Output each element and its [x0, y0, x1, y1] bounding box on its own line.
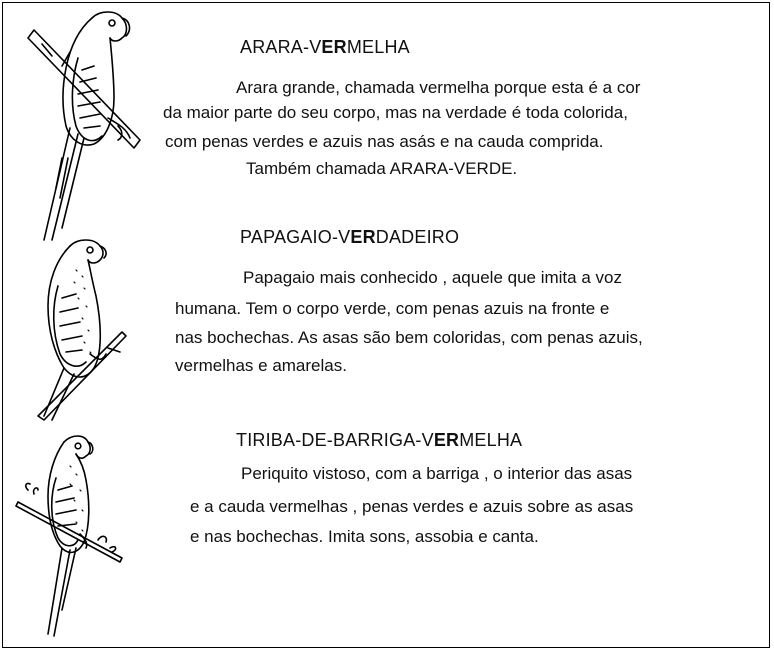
entry-text-line: da maior parte do seu corpo, mas na verdade é toda colorida,	[163, 103, 628, 122]
entry-text-line: e nas bochechas. Imita sons, assobia e canta.	[190, 527, 539, 546]
entry-text-line: vermelhas e amarelas.	[175, 356, 347, 375]
entry-text-line: Também chamada ARARA-VERDE.	[246, 159, 518, 178]
entry-title-tiriba: TIRIBA-DE-BARRIGA-VERMELHA	[236, 430, 523, 450]
entry-title-papagaio: PAPAGAIO-VERDADEIRO	[240, 227, 460, 247]
parrot-illustration-icon	[24, 236, 128, 422]
entry-text-line: Arara grande, chamada vermelha porque esta é a cor	[236, 78, 641, 97]
entry-text-line: humana. Tem o corpo verde, com penas azuis na fronte e	[175, 299, 610, 318]
entry-title-arara: ARARA-VERMELHA	[240, 37, 410, 57]
entry-text-line: nas bochechas. As asas são bem coloridas, com penas azuis,	[175, 328, 643, 347]
entry-text-line: Periquito vistoso, com a barriga , o interior das asas	[241, 464, 633, 483]
parakeet-illustration-icon	[14, 430, 124, 638]
entry-text-line: e a cauda vermelhas , penas verdes e azuis sobre as asas	[190, 497, 634, 516]
entry-text-line: com penas verdes e azuis nas asás e na cauda comprida.	[165, 132, 604, 151]
entry-text-line: Papagaio mais conhecido , aquele que imita a voz	[243, 268, 622, 287]
macaw-illustration-icon	[22, 8, 142, 244]
